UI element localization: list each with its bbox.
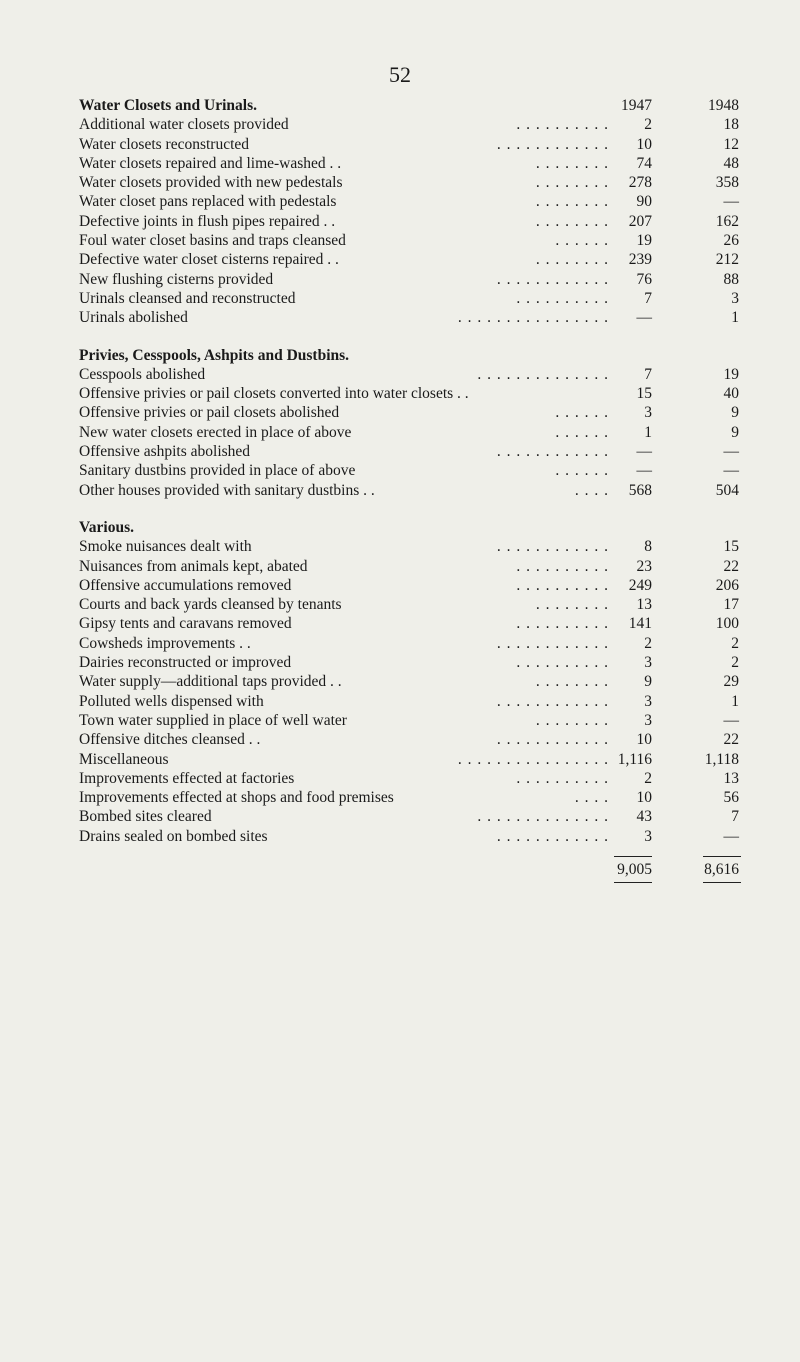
leader-dots: . . . . . . . . bbox=[535, 711, 609, 729]
value-1947: 1,116 bbox=[617, 750, 652, 768]
value-1947: — bbox=[636, 309, 652, 327]
value-1947: 10 bbox=[636, 789, 652, 807]
value-1948: — bbox=[723, 827, 739, 845]
table-row bbox=[79, 595, 769, 614]
value-1947: 74 bbox=[636, 154, 652, 172]
leader-dots: . . . . . . . . . . . . . . . . bbox=[457, 750, 609, 768]
table-row bbox=[79, 192, 769, 211]
value-1947: 3 bbox=[644, 711, 652, 729]
leader-dots: . . . . . . . . . . bbox=[516, 289, 609, 307]
value-1948: 22 bbox=[723, 731, 739, 749]
leader-dots: . . . . bbox=[574, 481, 609, 499]
value-1948: 19 bbox=[723, 365, 739, 383]
value-1947: 3 bbox=[644, 692, 652, 710]
value-1947: 2 bbox=[644, 634, 652, 652]
value-1947: 76 bbox=[636, 270, 652, 288]
value-1948: 40 bbox=[723, 385, 739, 403]
leader-dots: . . . . . . . . . . . . bbox=[496, 731, 609, 749]
leader-dots: . . . . . . . . . . . . . . . . bbox=[457, 309, 609, 327]
table-row bbox=[79, 442, 769, 461]
value-1947: 3 bbox=[644, 404, 652, 422]
value-1948: 12 bbox=[723, 135, 739, 153]
column-header-1947: 1947 bbox=[621, 97, 652, 114]
row-label: Water closets provided with new pedestals bbox=[79, 174, 343, 192]
value-1947: 10 bbox=[636, 135, 652, 153]
value-1947: 3 bbox=[644, 654, 652, 672]
leader-dots: . . . . . . . . . . . . bbox=[496, 135, 609, 153]
value-1948: 22 bbox=[723, 557, 739, 575]
value-1948: 1 bbox=[731, 309, 739, 327]
row-label: Urinals abolished bbox=[79, 309, 188, 327]
table-row bbox=[79, 250, 769, 269]
value-1947: 90 bbox=[636, 193, 652, 211]
table-row bbox=[79, 154, 769, 173]
leader-dots: . . . . . . . . . . bbox=[516, 769, 609, 787]
table-row bbox=[79, 115, 769, 134]
value-1948: 29 bbox=[723, 673, 739, 691]
row-label: Gipsy tents and caravans removed bbox=[79, 615, 292, 633]
value-1948: 2 bbox=[731, 654, 739, 672]
leader-dots: . . . . . . . . bbox=[535, 212, 609, 230]
table-row bbox=[79, 461, 769, 480]
leader-dots: . . . . . . . . bbox=[535, 154, 609, 172]
row-label: Defective joints in flush pipes repaired . . bbox=[79, 212, 336, 230]
total-rule bbox=[614, 856, 652, 857]
value-1947: 9 bbox=[644, 673, 652, 691]
table-row bbox=[79, 711, 769, 730]
leader-dots: . . . . . . . . . . bbox=[516, 576, 609, 594]
value-1948: 9 bbox=[731, 404, 739, 422]
row-label: Improvements effected at factories bbox=[79, 769, 295, 787]
table-row bbox=[79, 788, 769, 807]
row-label: Drains sealed on bombed sites bbox=[79, 827, 268, 845]
table-row bbox=[79, 270, 769, 289]
leader-dots: . . . . . . . . . . . . bbox=[496, 692, 609, 710]
row-label: Offensive ditches cleansed . . bbox=[79, 731, 261, 749]
leader-dots: . . . . . . bbox=[555, 232, 609, 250]
value-1947: 10 bbox=[636, 731, 652, 749]
total-rule bbox=[703, 856, 741, 857]
leader-dots: . . . . . . . . bbox=[535, 193, 609, 211]
table-row bbox=[79, 634, 769, 653]
total-rule bbox=[614, 882, 652, 883]
page-number: 52 bbox=[389, 62, 411, 87]
value-1947: 239 bbox=[628, 251, 652, 269]
section-spacer bbox=[79, 500, 769, 518]
row-label: Improvements effected at shops and food premises bbox=[79, 789, 394, 807]
table-row bbox=[79, 231, 769, 250]
value-1947: — bbox=[636, 443, 652, 461]
value-1947: 141 bbox=[628, 615, 652, 633]
section-title: Privies, Cesspools, Ashpits and Dustbins. bbox=[79, 346, 350, 364]
row-label: Offensive privies or pail closets converted into water closets . . bbox=[79, 385, 469, 403]
value-1948: 56 bbox=[723, 789, 739, 807]
table-row bbox=[79, 576, 769, 595]
table-row bbox=[79, 769, 769, 788]
row-label: New flushing cisterns provided bbox=[79, 270, 274, 288]
row-label: Offensive accumulations removed bbox=[79, 576, 292, 594]
value-1947: 7 bbox=[644, 365, 652, 383]
value-1948: 100 bbox=[715, 615, 739, 633]
section-spacer bbox=[79, 328, 769, 346]
value-1948: 15 bbox=[723, 538, 739, 556]
table-row bbox=[79, 289, 769, 308]
leader-dots: . . . . . . . . . . . . . . bbox=[477, 808, 609, 826]
table-row bbox=[79, 212, 769, 231]
row-label: Courts and back yards cleansed by tenants bbox=[79, 596, 342, 614]
row-label: Bombed sites cleared bbox=[79, 808, 212, 826]
value-1948: 88 bbox=[723, 270, 739, 288]
table-row bbox=[79, 692, 769, 711]
value-1948: — bbox=[723, 443, 739, 461]
leader-dots: . . . . . . . . . . . . bbox=[496, 538, 609, 556]
table-row bbox=[79, 730, 769, 749]
value-1948: 1,118 bbox=[704, 750, 739, 768]
row-label: New water closets erected in place of above bbox=[79, 423, 352, 441]
leader-dots: . . . . . . bbox=[555, 462, 609, 480]
value-1948: 13 bbox=[723, 769, 739, 787]
leader-dots: . . . . . . . . bbox=[535, 174, 609, 192]
value-1947: 7 bbox=[644, 289, 652, 307]
value-1948: 26 bbox=[723, 232, 739, 250]
section-title: Water Closets and Urinals. bbox=[79, 97, 257, 114]
row-label: Miscellaneous bbox=[79, 750, 169, 768]
row-label: Additional water closets provided bbox=[79, 116, 289, 134]
row-label: Cowsheds improvements . . bbox=[79, 634, 251, 652]
table-row bbox=[79, 384, 769, 403]
value-1948: 162 bbox=[715, 212, 739, 230]
table-row bbox=[79, 365, 769, 384]
value-1947: 15 bbox=[636, 385, 652, 403]
value-1948: 7 bbox=[731, 808, 739, 826]
row-label: Sanitary dustbins provided in place of above bbox=[79, 462, 356, 480]
row-label: Offensive privies or pail closets abolished bbox=[79, 404, 340, 422]
value-1947: 278 bbox=[628, 174, 652, 192]
row-label: Town water supplied in place of well water bbox=[79, 711, 347, 729]
row-label: Nuisances from animals kept, abated bbox=[79, 557, 308, 575]
value-1947: 2 bbox=[644, 769, 652, 787]
total-1948: 8,616 bbox=[704, 860, 739, 878]
value-1948: 3 bbox=[731, 289, 739, 307]
leader-dots: . . . . bbox=[574, 789, 609, 807]
table-row bbox=[79, 827, 769, 846]
leader-dots: . . . . . . . . . . . . bbox=[496, 270, 609, 288]
value-1947: 23 bbox=[636, 557, 652, 575]
value-1947: 13 bbox=[636, 596, 652, 614]
leader-dots: . . . . . . . . bbox=[535, 673, 609, 691]
value-1948: — bbox=[723, 193, 739, 211]
value-1947: 19 bbox=[636, 232, 652, 250]
value-1947: 249 bbox=[628, 576, 652, 594]
section-heading bbox=[79, 518, 769, 537]
leader-dots: . . . . . . bbox=[555, 423, 609, 441]
row-label: Other houses provided with sanitary dustbins . . bbox=[79, 481, 375, 499]
leader-dots: . . . . . . . . . . . . bbox=[496, 443, 609, 461]
leader-dots: . . . . . . . . . . bbox=[516, 557, 609, 575]
total-rule bbox=[703, 882, 741, 883]
leader-dots: . . . . . . . . . . bbox=[516, 615, 609, 633]
row-label: Water supply—additional taps provided . . bbox=[79, 673, 342, 691]
row-label: Water closet pans replaced with pedestals bbox=[79, 193, 337, 211]
row-label: Foul water closet basins and traps cleansed bbox=[79, 232, 346, 250]
value-1948: 18 bbox=[723, 116, 739, 134]
value-1947: 207 bbox=[628, 212, 652, 230]
value-1947: 8 bbox=[644, 538, 652, 556]
value-1947: 3 bbox=[644, 827, 652, 845]
row-label: Water closets repaired and lime-washed . . bbox=[79, 154, 342, 172]
section-title: Various. bbox=[79, 518, 134, 536]
value-1947: — bbox=[636, 462, 652, 480]
section-heading bbox=[79, 96, 769, 115]
table-row bbox=[79, 423, 769, 442]
table-row bbox=[79, 614, 769, 633]
table-row bbox=[79, 672, 769, 691]
leader-dots: . . . . . . bbox=[555, 404, 609, 422]
row-label: Polluted wells dispensed with bbox=[79, 692, 264, 710]
table-row bbox=[79, 807, 769, 826]
leader-dots: . . . . . . . . . . . . . . bbox=[477, 365, 609, 383]
total-1947: 9,005 bbox=[617, 860, 652, 878]
row-label: Water closets reconstructed bbox=[79, 135, 250, 153]
value-1948: 212 bbox=[715, 251, 739, 269]
leader-dots: . . . . . . . . . . bbox=[516, 116, 609, 134]
table-row bbox=[79, 557, 769, 576]
value-1947: 2 bbox=[644, 116, 652, 134]
value-1948: 206 bbox=[715, 576, 739, 594]
value-1948: 9 bbox=[731, 423, 739, 441]
value-1948: 1 bbox=[731, 692, 739, 710]
row-label: Smoke nuisances dealt with bbox=[79, 538, 252, 556]
table-row bbox=[79, 173, 769, 192]
row-label: Cesspools abolished bbox=[79, 365, 206, 383]
table-row bbox=[79, 481, 769, 500]
table-row bbox=[79, 750, 769, 769]
value-1947: 1 bbox=[644, 423, 652, 441]
column-header-1948: 1948 bbox=[708, 97, 739, 114]
value-1947: 43 bbox=[636, 808, 652, 826]
table-row bbox=[79, 135, 769, 154]
value-1948: 17 bbox=[723, 596, 739, 614]
value-1948: 504 bbox=[715, 481, 739, 499]
leader-dots: . . . . . . . . bbox=[535, 596, 609, 614]
leader-dots: . . . . . . . . bbox=[535, 251, 609, 269]
value-1948: 48 bbox=[723, 154, 739, 172]
row-label: Offensive ashpits abolished bbox=[79, 443, 251, 461]
row-label: Defective water closet cisterns repaired . . bbox=[79, 251, 339, 269]
leader-dots: . . . . . . . . . . bbox=[516, 654, 609, 672]
table-row bbox=[79, 403, 769, 422]
leader-dots: . . . . . . . . . . . . bbox=[496, 634, 609, 652]
sanitary-statistics-table bbox=[79, 96, 769, 879]
value-1948: 2 bbox=[731, 634, 739, 652]
value-1948: — bbox=[723, 462, 739, 480]
table-row bbox=[79, 308, 769, 327]
totals-row bbox=[79, 860, 769, 879]
row-label: Dairies reconstructed or improved bbox=[79, 654, 292, 672]
leader-dots: . . . . . . . . . . . . bbox=[496, 827, 609, 845]
section-heading bbox=[79, 346, 769, 365]
table-row bbox=[79, 653, 769, 672]
row-label: Urinals cleansed and reconstructed bbox=[79, 289, 296, 307]
value-1948: 358 bbox=[715, 174, 739, 192]
value-1948: — bbox=[723, 711, 739, 729]
table-row bbox=[79, 537, 769, 556]
value-1947: 568 bbox=[628, 481, 652, 499]
